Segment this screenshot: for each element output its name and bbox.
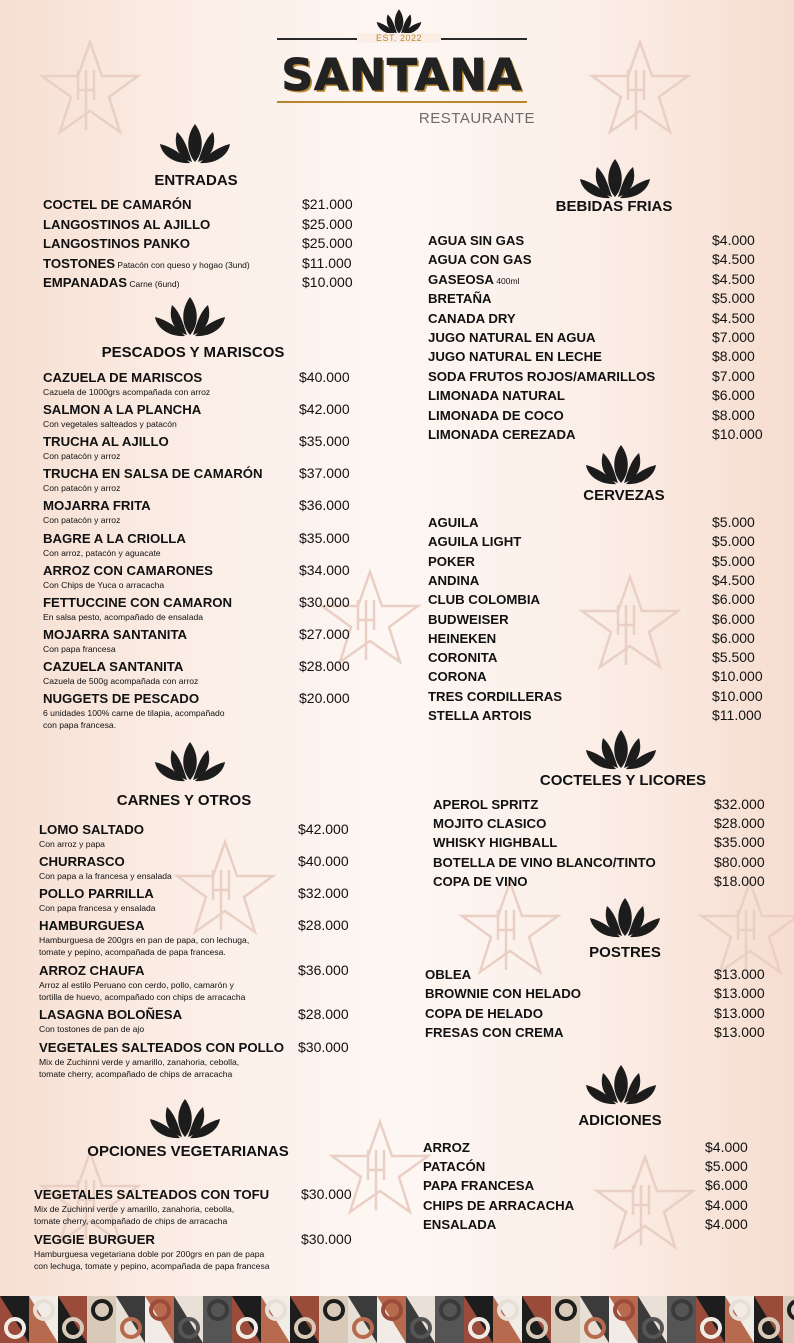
menu-item-name xyxy=(43,627,187,642)
menu-item-name xyxy=(425,967,471,982)
item-price: $37.000 xyxy=(299,465,350,482)
item-name: TOSTONES xyxy=(43,255,116,271)
item-price: $40.000 xyxy=(298,853,349,869)
menu-item-name xyxy=(428,669,487,684)
menu-item-name xyxy=(428,515,479,530)
item-name: CAZUELA SANTANITA xyxy=(43,658,184,674)
item-name: WHISKY HIGHBALL xyxy=(433,835,558,851)
item-price: $5.000 xyxy=(712,533,755,550)
item-name: BRETAÑA xyxy=(428,291,492,307)
menu-item-name xyxy=(43,217,210,232)
item-name: PAPA FRANCESA xyxy=(423,1178,535,1194)
item-description: Con tostones de pan de ajo xyxy=(39,1024,145,1034)
menu-item-name xyxy=(428,369,655,384)
entradas-lotus-icon xyxy=(150,122,240,166)
item-name: LANGOSTINOS PANKO xyxy=(43,236,191,252)
item-name: OBLEA xyxy=(425,967,472,982)
item-name: CLUB COLOMBIA xyxy=(428,592,541,608)
cocteles-title: COCTELES Y LICORES xyxy=(539,772,707,789)
item-description: Mix de Zuchinni verde y amarillo, zanahoria, cebolla, xyxy=(39,1057,240,1067)
item-price: $6.000 xyxy=(712,610,755,627)
item-name: MOJARRA FRITA xyxy=(43,498,151,514)
item-name: MOJITO CLASICO xyxy=(433,816,547,832)
item-price: $10.000 xyxy=(302,274,353,291)
item-price: $80.000 xyxy=(714,853,765,870)
menu-item-name xyxy=(433,797,538,812)
pescados-lotus-icon xyxy=(145,295,235,339)
item-description: Con patacón y arroz xyxy=(43,483,121,494)
item-price: $10.000 xyxy=(712,687,763,704)
item-name: LASAGNA BOLOÑESA xyxy=(39,1007,183,1022)
item-price: $30.000 xyxy=(298,1039,349,1055)
item-name: LIMONADA DE COCO xyxy=(428,407,564,423)
bebidas-lotus-icon xyxy=(570,157,660,201)
item-price: $36.000 xyxy=(298,962,349,978)
item-price: $4.000 xyxy=(712,232,755,248)
menu-item-name xyxy=(423,1198,574,1213)
menu-item-name xyxy=(428,592,540,607)
item-price: $40.000 xyxy=(299,369,350,385)
menu-item-name xyxy=(428,689,562,704)
item-description: Con arroz, patacón y aguacate xyxy=(43,547,161,558)
item-price: $25.000 xyxy=(302,235,353,252)
menu-item-name xyxy=(39,1007,182,1022)
menu-item-name xyxy=(423,1217,496,1232)
menu-item-name xyxy=(39,854,125,869)
item-name: BROWNIE CON HELADO xyxy=(425,986,582,1002)
menu-item-name xyxy=(43,402,201,417)
item-name: POLLO PARRILLA xyxy=(39,886,154,901)
item-price: $5.000 xyxy=(705,1158,748,1175)
item-note: 400ml xyxy=(493,275,520,286)
menu-item-name xyxy=(43,563,213,578)
item-price: $34.000 xyxy=(299,561,350,578)
menu-item-name xyxy=(43,595,232,610)
item-name: JUGO NATURAL EN LECHE xyxy=(428,349,602,365)
item-name: CHURRASCO xyxy=(39,854,125,869)
menu-item-name xyxy=(425,1006,543,1021)
item-price: $25.000 xyxy=(302,215,353,232)
item-name: ENSALADA xyxy=(423,1216,497,1232)
item-price: $8.000 xyxy=(712,348,755,365)
menu-item-name xyxy=(428,708,532,723)
menu-item-name xyxy=(43,659,183,674)
item-price: $5.500 xyxy=(712,649,755,666)
item-price: $4.500 xyxy=(712,251,755,268)
vegetarianas-lotus-icon xyxy=(140,1097,230,1141)
item-price: $13.000 xyxy=(714,966,765,982)
item-price: $10.000 xyxy=(712,668,763,685)
item-name: BAGRE A LA CRIOLLA xyxy=(43,530,186,546)
adiciones-title: ADICIONES xyxy=(578,1112,662,1129)
menu-item-name xyxy=(39,822,144,837)
cocteles-lotus-icon xyxy=(576,728,666,772)
item-description: Arroz al estilo Peruano con cerdo, pollo, camarón y xyxy=(39,980,234,990)
item-name: MOJARRA SANTANITA xyxy=(43,626,188,642)
menu-item-name xyxy=(39,918,145,933)
item-price: $6.000 xyxy=(705,1177,748,1194)
menu-item-name xyxy=(43,531,186,546)
item-name: AGUILA xyxy=(428,515,479,530)
item-price: $30.000 xyxy=(299,593,350,610)
item-name: EMPANADAS xyxy=(43,275,128,291)
item-price: $28.000 xyxy=(298,917,349,933)
menu-item-name xyxy=(428,554,475,569)
item-description: Cazuela de 500g acompañada con arroz xyxy=(43,675,199,686)
item-name: LIMONADA NATURAL xyxy=(428,388,565,404)
menu-item-name xyxy=(43,197,191,212)
menu-item-name xyxy=(428,650,497,665)
item-description: Con patacón y arroz xyxy=(43,515,121,526)
item-price: $36.000 xyxy=(299,497,350,514)
menu-item-name xyxy=(423,1159,485,1174)
item-price: $13.000 xyxy=(714,1023,765,1040)
item-description: Hamburguesa vegetariana doble por 200grs en pan de papa xyxy=(34,1249,265,1259)
menu-item-name xyxy=(428,427,576,442)
item-name: HAMBURGUESA xyxy=(39,918,145,933)
item-name: APEROL SPRITZ xyxy=(433,797,539,812)
menu-item-name xyxy=(428,330,596,345)
item-description: tomate cherry, acompañado de chips de arracacha xyxy=(34,1215,228,1226)
item-name: CORONA xyxy=(428,669,487,685)
item-name: POKER xyxy=(428,553,475,569)
menu-item-name xyxy=(428,233,524,248)
item-name: FETTUCCINE CON CAMARON xyxy=(43,594,233,610)
item-name: TRES CORDILLERAS xyxy=(428,688,563,704)
menu-item-name xyxy=(428,534,521,549)
item-price: $4.500 xyxy=(712,571,755,588)
adiciones-lotus-icon xyxy=(576,1063,666,1107)
entradas-title: ENTRADAS xyxy=(154,172,238,189)
menu-item-name xyxy=(423,1140,470,1155)
item-price: $35.000 xyxy=(714,834,765,851)
menu-item-name xyxy=(43,256,250,271)
item-name: NUGGETS DE PESCADO xyxy=(43,691,200,706)
menu-item-name xyxy=(428,612,509,627)
logo-est: EST. 2022 xyxy=(357,33,441,43)
item-name: BOTELLA DE VINO BLANCO/TINTO xyxy=(433,854,656,870)
menu-item-name xyxy=(34,1232,155,1247)
pescados-title: PESCADOS Y MARISCOS xyxy=(101,344,285,361)
item-name: STELLA ARTOIS xyxy=(428,708,532,723)
item-name: LANGOSTINOS AL AJILLO xyxy=(43,216,211,232)
carnes-title: CARNES Y OTROS xyxy=(116,792,252,809)
item-description: tomate cherry, acompañado de chips de arracacha xyxy=(39,1068,233,1079)
item-description: Con vegetales salteados y patacón xyxy=(43,419,177,430)
item-price: $5.000 xyxy=(712,290,755,307)
item-price: $10.000 xyxy=(712,426,763,442)
menu-item-name xyxy=(433,874,528,889)
item-price: $4.500 xyxy=(712,309,755,326)
menu-item-name xyxy=(428,291,492,306)
item-name: COPA DE HELADO xyxy=(425,1005,543,1021)
menu-item-name xyxy=(428,631,496,646)
decorative-tile-border xyxy=(0,1296,794,1343)
menu-item-name xyxy=(43,498,151,513)
item-description: tomate y pepino, acompañada de papa francesa. xyxy=(39,946,226,957)
carnes-lotus-icon xyxy=(145,740,235,784)
menu-item-name xyxy=(428,272,519,287)
item-description: Mix de Zuchinni verde y amarillo, zanahoria, cebolla, xyxy=(34,1204,235,1214)
logo-lotus-icon xyxy=(369,8,429,36)
item-name: GASEOSA xyxy=(428,271,494,287)
item-price: $4.000 xyxy=(705,1196,748,1213)
item-note: Carne (6und) xyxy=(127,279,180,290)
item-name: CORONITA xyxy=(428,650,498,666)
item-name: ARROZ CON CAMARONES xyxy=(43,562,213,578)
item-description: tortilla de huevo, acompañado con chips de arracacha xyxy=(39,991,246,1002)
item-name: COPA DE VINO xyxy=(433,873,528,889)
menu-item-name xyxy=(39,886,154,901)
menu-item-name xyxy=(43,236,190,251)
item-name: HEINEKEN xyxy=(428,630,497,646)
vegetarianas-title: OPCIONES VEGETARIANAS xyxy=(87,1143,289,1160)
item-price: $35.000 xyxy=(299,433,350,450)
item-description: Con papa francesa y ensalada xyxy=(39,903,156,913)
item-name: CHIPS DE ARRACACHA xyxy=(423,1197,575,1213)
item-description: En salsa pesto, acompañado de ensalada xyxy=(43,611,204,622)
item-description: con lechuga, tomate y pepino, acompañada de papa francesa xyxy=(34,1260,270,1271)
item-price: $32.000 xyxy=(714,796,765,812)
item-price: $11.000 xyxy=(712,707,762,723)
postres-title: POSTRES xyxy=(589,944,661,961)
menu-item-name xyxy=(428,408,564,423)
item-price: $13.000 xyxy=(714,1004,765,1021)
item-price: $42.000 xyxy=(298,821,349,837)
menu-item-name xyxy=(425,1025,563,1040)
item-price: $6.000 xyxy=(712,629,755,646)
item-price: $28.000 xyxy=(298,1006,349,1022)
item-price: $32.000 xyxy=(298,885,349,901)
menu-item-name xyxy=(43,370,202,385)
menu-item-name xyxy=(433,835,557,850)
bebidas-title: BEBIDAS FRIAS xyxy=(555,198,673,215)
menu-item-name xyxy=(428,252,532,267)
logo-tagline: RESTAURANTE xyxy=(418,110,535,127)
item-name: BUDWEISER xyxy=(428,611,509,627)
item-name: COCTEL DE CAMARÓN xyxy=(43,197,192,212)
menu-item-name xyxy=(428,573,479,588)
menu-item-name xyxy=(433,855,656,870)
item-price: $8.000 xyxy=(712,406,755,423)
menu-item-name xyxy=(425,986,581,1001)
menu-item-name xyxy=(428,311,516,326)
menu-item-name xyxy=(43,466,263,481)
item-price: $6.000 xyxy=(712,387,755,404)
item-description: Cazuela de 1000grs acompañada con arroz xyxy=(43,387,211,397)
cervezas-lotus-icon xyxy=(576,443,666,487)
cervezas-title: CERVEZAS xyxy=(583,487,665,504)
item-price: $4.000 xyxy=(705,1215,748,1232)
item-name: ANDINA xyxy=(428,572,480,588)
item-name: JUGO NATURAL EN AGUA xyxy=(428,330,596,345)
item-name: PATACÓN xyxy=(423,1159,486,1175)
item-price: $27.000 xyxy=(299,625,350,642)
item-name: AGUILA LIGHT xyxy=(428,534,522,550)
item-name: LOMO SALTADO xyxy=(39,822,144,837)
menu-item-name xyxy=(428,388,565,403)
item-name: ARROZ xyxy=(423,1140,470,1155)
menu-item-name xyxy=(43,275,179,290)
item-name: CANADA DRY xyxy=(428,310,516,326)
item-name: LIMONADA CEREZADA xyxy=(428,427,576,442)
item-name: ARROZ CHAUFA xyxy=(39,963,145,978)
item-price: $18.000 xyxy=(714,872,765,889)
item-price: $20.000 xyxy=(299,690,350,706)
item-price: $4.000 xyxy=(705,1139,748,1155)
item-description: Con papa francesa xyxy=(43,643,116,654)
menu-item-name xyxy=(43,691,199,706)
menu-item-name xyxy=(39,1040,284,1055)
postres-lotus-icon xyxy=(580,896,670,940)
item-price: $4.500 xyxy=(712,270,755,287)
logo-name: SANTANA xyxy=(281,50,523,101)
item-price: $35.000 xyxy=(299,529,350,546)
item-description: 6 unidades 100% carne de tilapia, acompañado xyxy=(43,708,225,718)
item-price: $11.000 xyxy=(302,254,352,271)
menu-item-name xyxy=(39,963,145,978)
menu-item-name xyxy=(428,349,602,364)
item-name: SALMON A LA PLANCHA xyxy=(43,402,202,418)
item-name: FRESAS CON CREMA xyxy=(425,1024,564,1040)
item-name: VEGGIE BURGUER xyxy=(34,1232,155,1247)
menu-item-name xyxy=(34,1187,269,1202)
item-price: $13.000 xyxy=(714,985,765,1002)
item-note: Patacón con queso y hogao (3und) xyxy=(115,259,250,270)
item-description: Con arroz y papa xyxy=(39,839,105,849)
item-price: $28.000 xyxy=(299,657,350,674)
item-price: $21.000 xyxy=(302,196,353,212)
item-description: Con Chips de Yuca o arracacha xyxy=(43,579,165,590)
item-name: AGUA CON GAS xyxy=(428,252,532,268)
item-name: AGUA SIN GAS xyxy=(428,233,525,248)
item-price: $42.000 xyxy=(299,401,350,418)
item-name: CAZUELA DE MARISCOS xyxy=(43,370,203,385)
item-name: VEGETALES SALTEADOS CON POLLO xyxy=(39,1040,284,1055)
item-description: con papa francesa. xyxy=(43,719,117,730)
item-price: $5.000 xyxy=(712,514,755,530)
item-price: $5.000 xyxy=(712,552,755,569)
item-name: TRUCHA AL AJILLO xyxy=(43,434,169,450)
item-price: $28.000 xyxy=(714,815,765,832)
item-name: TRUCHA EN SALSA DE CAMARÓN xyxy=(43,466,263,482)
item-name: SODA FRUTOS ROJOS/AMARILLOS xyxy=(428,368,656,384)
menu-item-name xyxy=(423,1178,534,1193)
menu-item-name xyxy=(433,816,546,831)
item-price: $7.000 xyxy=(712,367,755,384)
item-price: $7.000 xyxy=(712,329,755,345)
menu-item-name xyxy=(43,434,169,449)
item-description: Hamburguesa de 200grs en pan de papa, con lechuga, xyxy=(39,935,250,945)
item-name: VEGETALES SALTEADOS CON TOFU xyxy=(34,1187,270,1202)
item-price: $6.000 xyxy=(712,591,755,608)
item-description: Con papa a la francesa y ensalada xyxy=(39,871,172,881)
item-price: $30.000 xyxy=(301,1231,352,1247)
item-price: $30.000 xyxy=(301,1186,352,1202)
item-description: Con patacón y arroz xyxy=(43,451,121,462)
